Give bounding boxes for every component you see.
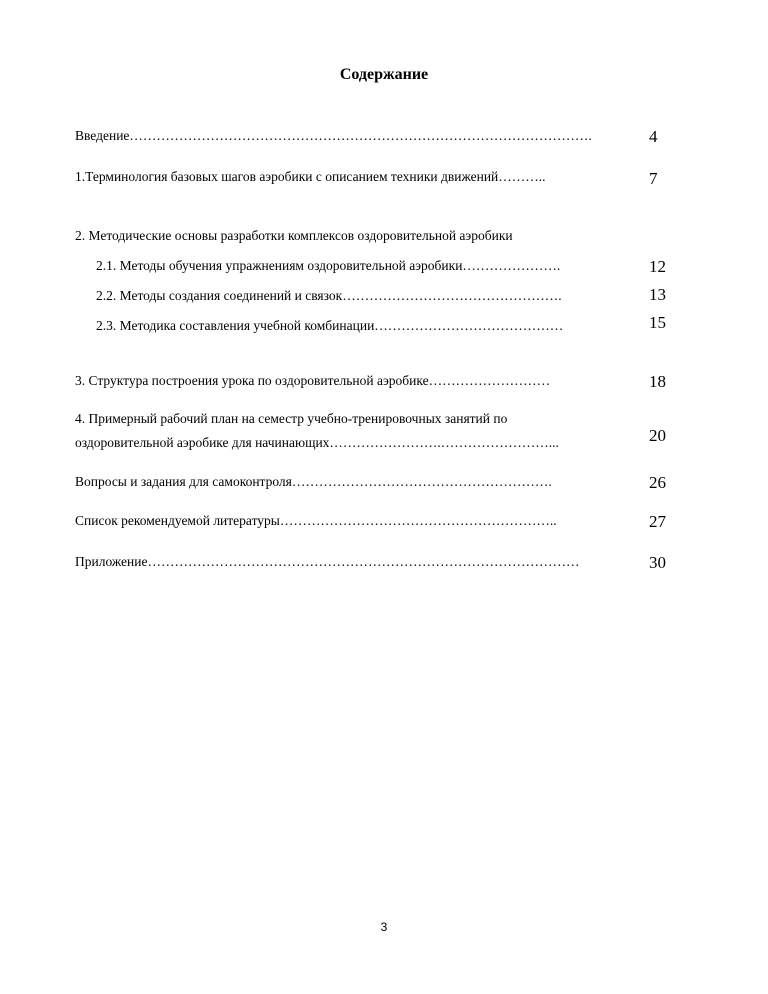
toc-page-introduction: 4 <box>649 127 658 146</box>
toc-entry-2-3: 2.3. Методика составления учебной комбинации…………………………………… <box>96 318 564 333</box>
page-number: 3 <box>380 920 388 934</box>
toc-entry-work-plan: 4. Примерный рабочий план на семестр учебно-тренировочных занятий по <box>75 411 508 426</box>
toc-entry-questions: Вопросы и задания для самоконтроля…………………………………………………. <box>75 474 552 489</box>
toc-entry-2-2: 2.2. Методы создания соединений и связок…………………………………………. <box>96 288 562 303</box>
toc-entry-introduction: Введение…………………………………………………………………………………………. <box>75 128 592 143</box>
toc-page-2-2: 13 <box>649 285 666 304</box>
toc-entry-lesson-structure: 3. Структура построения урока по оздоровительной аэробике……………………… <box>75 373 551 388</box>
toc-page-terminology: 7 <box>649 169 658 188</box>
toc-title: Содержание <box>339 66 429 83</box>
toc-entry-literature: Список рекомендуемой литературы…………………………………………………….. <box>75 513 557 528</box>
toc-entry-work-plan-cont: оздоровительной аэробике для начинающих…………………….……………………... <box>75 435 559 450</box>
toc-page-appendix: 30 <box>649 553 666 572</box>
toc-page-literature: 27 <box>649 512 666 531</box>
toc-page-work-plan: 20 <box>649 426 666 445</box>
toc-page-lesson-structure: 18 <box>649 372 666 391</box>
toc-page-questions: 26 <box>649 473 666 492</box>
toc-entry-methodical-basics: 2. Методические основы разработки комплексов оздоровительной аэробики <box>75 228 513 243</box>
toc-page-2-3: 15 <box>649 313 666 332</box>
toc-entry-appendix: Приложение…………………………………………………………………………………… <box>75 554 580 569</box>
toc-entry-terminology: 1.Терминология базовых шагов аэробики с описанием техники движений……….. <box>75 169 546 184</box>
toc-page-2-1: 12 <box>649 257 666 276</box>
toc-entry-2-1: 2.1. Методы обучения упражнениям оздоровительной аэробики…………………. <box>96 258 561 273</box>
